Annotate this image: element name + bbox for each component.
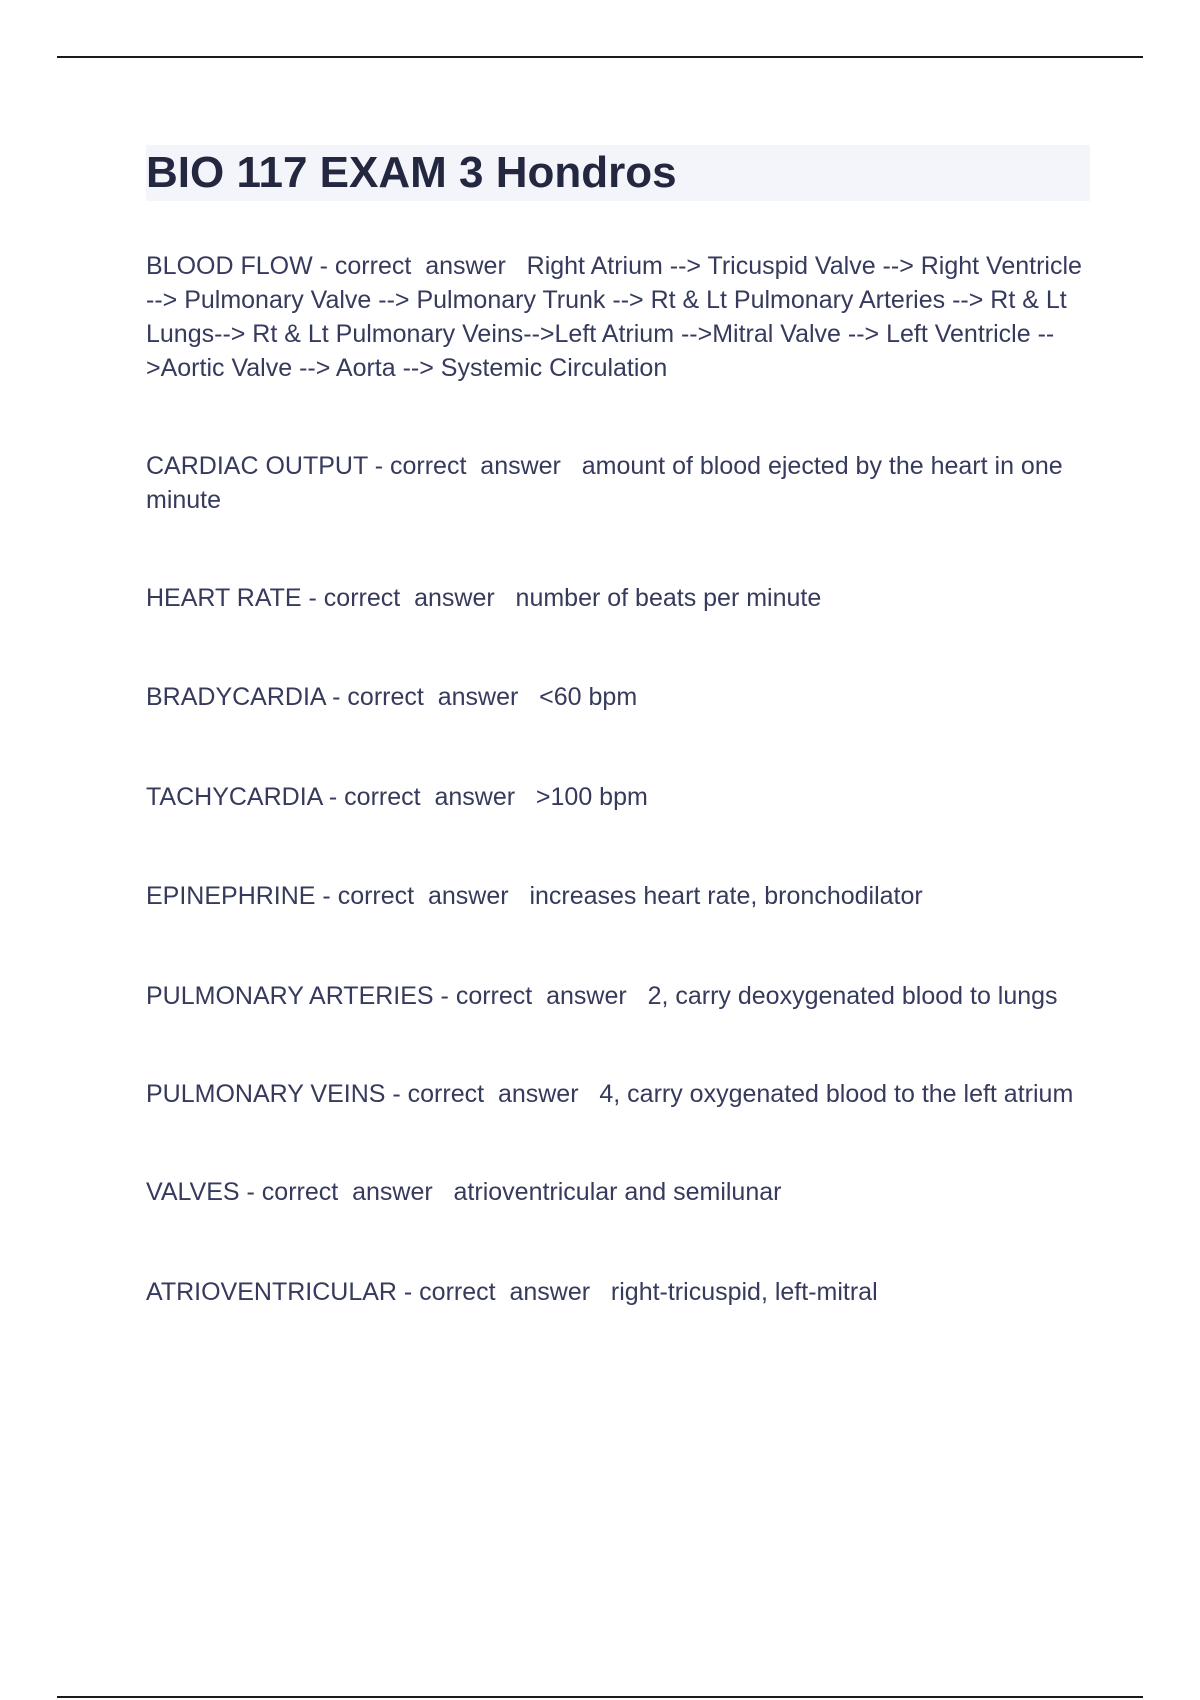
- card-term: BRADYCARDIA: [146, 683, 326, 711]
- card-term: TACHYCARDIA: [146, 783, 322, 811]
- card-term: EPINEPHRINE: [146, 882, 316, 910]
- card-separator: - correct answer: [321, 783, 536, 811]
- card-term: ATRIOVENTRICULAR: [146, 1278, 397, 1306]
- card-definition: 2, carry deoxygenated blood to lungs: [647, 982, 1058, 1010]
- card-definition: number of beats per minute: [515, 584, 822, 612]
- card-definition: increases heart rate, bronchodilator: [529, 882, 923, 910]
- card-term: PULMONARY VEINS: [146, 1080, 386, 1108]
- card-separator: - correct answer: [433, 982, 648, 1010]
- card-term: CARDIAC OUTPUT: [146, 452, 368, 480]
- flashcard: [146, 680, 1090, 714]
- card-definition: right-tricuspid, left-mitral: [610, 1278, 878, 1306]
- card-separator: - correct answer: [325, 683, 540, 711]
- flashcard: [146, 449, 1090, 517]
- card-separator: - correct answer: [367, 452, 582, 480]
- card-term: BLOOD FLOW: [146, 252, 313, 280]
- card-term: PULMONARY ARTERIES: [146, 982, 434, 1010]
- flashcard: [146, 1275, 1090, 1309]
- flashcard: [146, 249, 1090, 385]
- top-rule: [57, 56, 1143, 58]
- title-bar: [146, 145, 1090, 201]
- document-body: [146, 145, 1090, 1309]
- card-separator: - correct answer: [301, 584, 516, 612]
- card-definition: Right Atrium --> Tricuspid Valve --> Right Ventricle --> Pulmonary Valve --> Pulmonary Trunk --> Rt & Lt Pulmonary Arteries --> Rt & Lt Lungs--> Rt & Lt Pulmonary Veins-->Left Atrium -->Mitral Valve --> Left Ventricle -->Aortic Valve --> Aorta --> Systemic Circulation: [146, 252, 1089, 382]
- flashcard: [146, 1175, 1090, 1209]
- card-term: HEART RATE: [146, 584, 302, 612]
- flashcard: [146, 581, 1090, 615]
- card-separator: - correct answer: [312, 252, 527, 280]
- bottom-rule: [57, 1696, 1143, 1698]
- card-separator: - correct answer: [396, 1278, 611, 1306]
- card-definition: 4, carry oxygenated blood to the left atrium: [599, 1080, 1074, 1108]
- flashcard: [146, 1077, 1090, 1111]
- card-definition: atrioventricular and semilunar: [453, 1178, 782, 1206]
- flashcard: [146, 979, 1090, 1013]
- flashcard: [146, 780, 1090, 814]
- page-title: BIO 117 EXAM 3 Hondros: [146, 148, 677, 197]
- card-separator: - correct answer: [239, 1178, 454, 1206]
- card-definition: >100 bpm: [535, 783, 648, 811]
- card-term: VALVES: [146, 1178, 240, 1206]
- card-separator: - correct answer: [315, 882, 530, 910]
- card-definition: <60 bpm: [539, 683, 638, 711]
- card-definition: amount of blood ejected by the heart in one minute: [146, 452, 1070, 514]
- flashcard: [146, 879, 1090, 913]
- flashcard-list: [146, 249, 1090, 1309]
- card-separator: - correct answer: [385, 1080, 600, 1108]
